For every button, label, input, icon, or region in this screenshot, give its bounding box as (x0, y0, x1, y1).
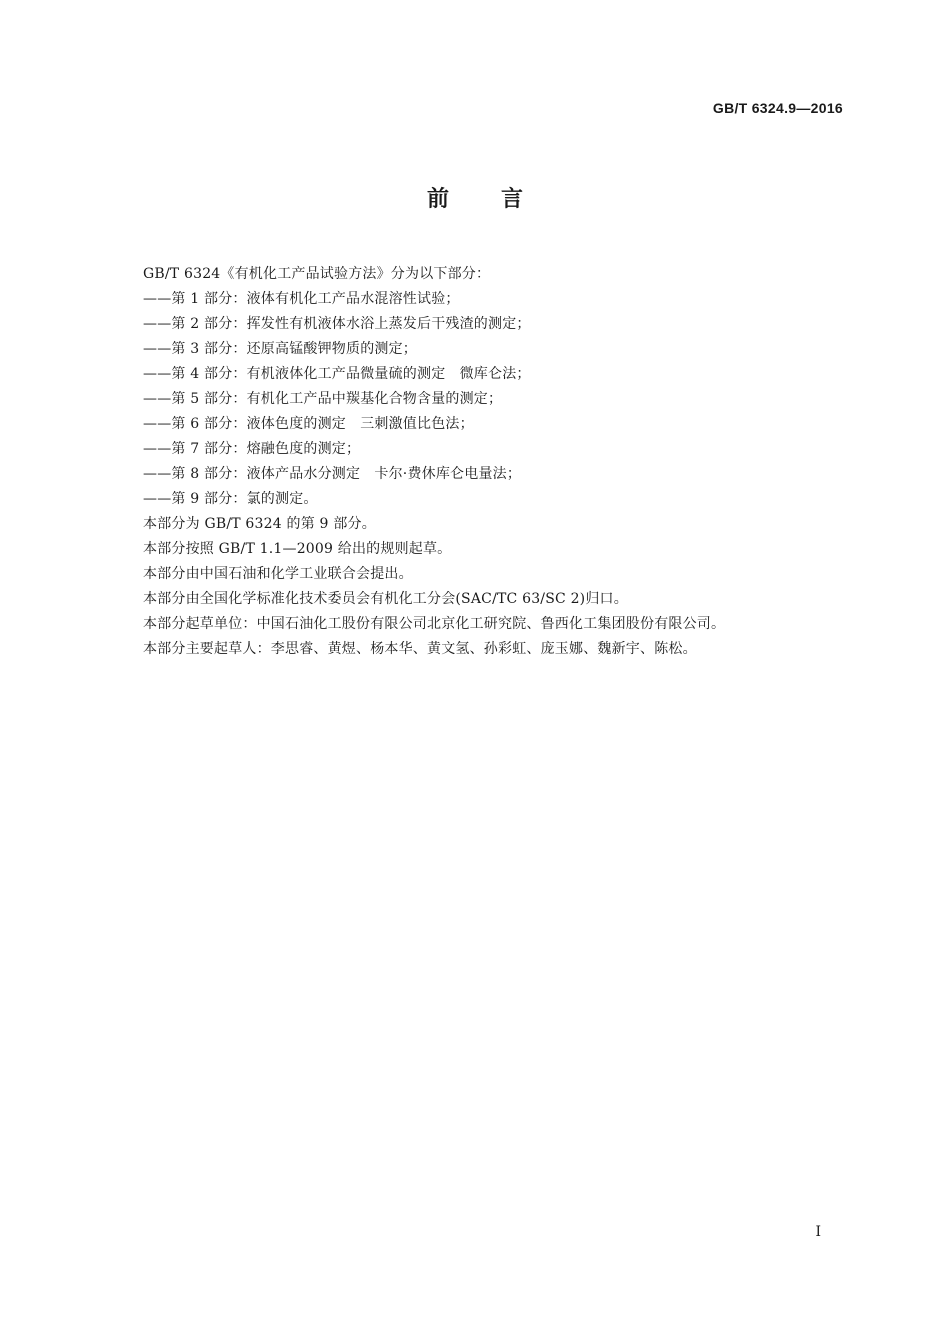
part-item-3: ——第 3 部分：还原高锰酸钾物质的测定； (143, 341, 418, 357)
part-item-2: ——第 2 部分：挥发性有机液体水浴上蒸发后干残渣的测定； (143, 316, 531, 332)
statement-drafting-units: 本部分起草单位：中国石油化工股份有限公司北京化工研究院、鲁西化工集团股份有限公司。 (143, 616, 726, 632)
part-item-8: ——第 8 部分：液体产品水分测定 卡尔·费休库仑电量法； (143, 466, 522, 482)
page-title: 前言 (426, 187, 575, 212)
statement-part-number: 本部分为 GB/T 6324 的第 9 部分。 (143, 516, 376, 532)
statement-drafting-rules: 本部分按照 GB/T 1.1—2009 给出的规则起草。 (143, 541, 452, 557)
part-item-9: ——第 9 部分：氯的测定。 (143, 491, 318, 507)
part-item-1: ——第 1 部分：液体有机化工产品水混溶性试验； (143, 291, 460, 307)
standard-code: GB/T 6324.9—2016 (712, 100, 843, 116)
statement-proposer: 本部分由中国石油和化学工业联合会提出。 (143, 566, 413, 582)
part-item-7: ——第 7 部分：熔融色度的测定； (143, 441, 361, 457)
page-number: I (815, 1224, 821, 1240)
part-item-5: ——第 5 部分：有机化工产品中羰基化合物含量的测定； (143, 391, 503, 407)
statement-jurisdiction: 本部分由全国化学标准化技术委员会有机化工分会(SAC/TC 63/SC 2)归口。 (143, 591, 628, 607)
part-item-6: ——第 6 部分：液体色度的测定 三刺激值比色法； (143, 416, 474, 432)
part-item-4: ——第 4 部分：有机液体化工产品微量硫的测定 微库仑法； (143, 366, 531, 382)
intro-paragraph: GB/T 6324《有机化工产品试验方法》分为以下部分： (143, 266, 491, 282)
foreword-body (143, 262, 843, 662)
statement-drafters: 本部分主要起草人：李思睿、黄煜、杨本华、黄文氢、孙彩虹、庞玉娜、魏新宇、陈松。 (143, 641, 697, 657)
